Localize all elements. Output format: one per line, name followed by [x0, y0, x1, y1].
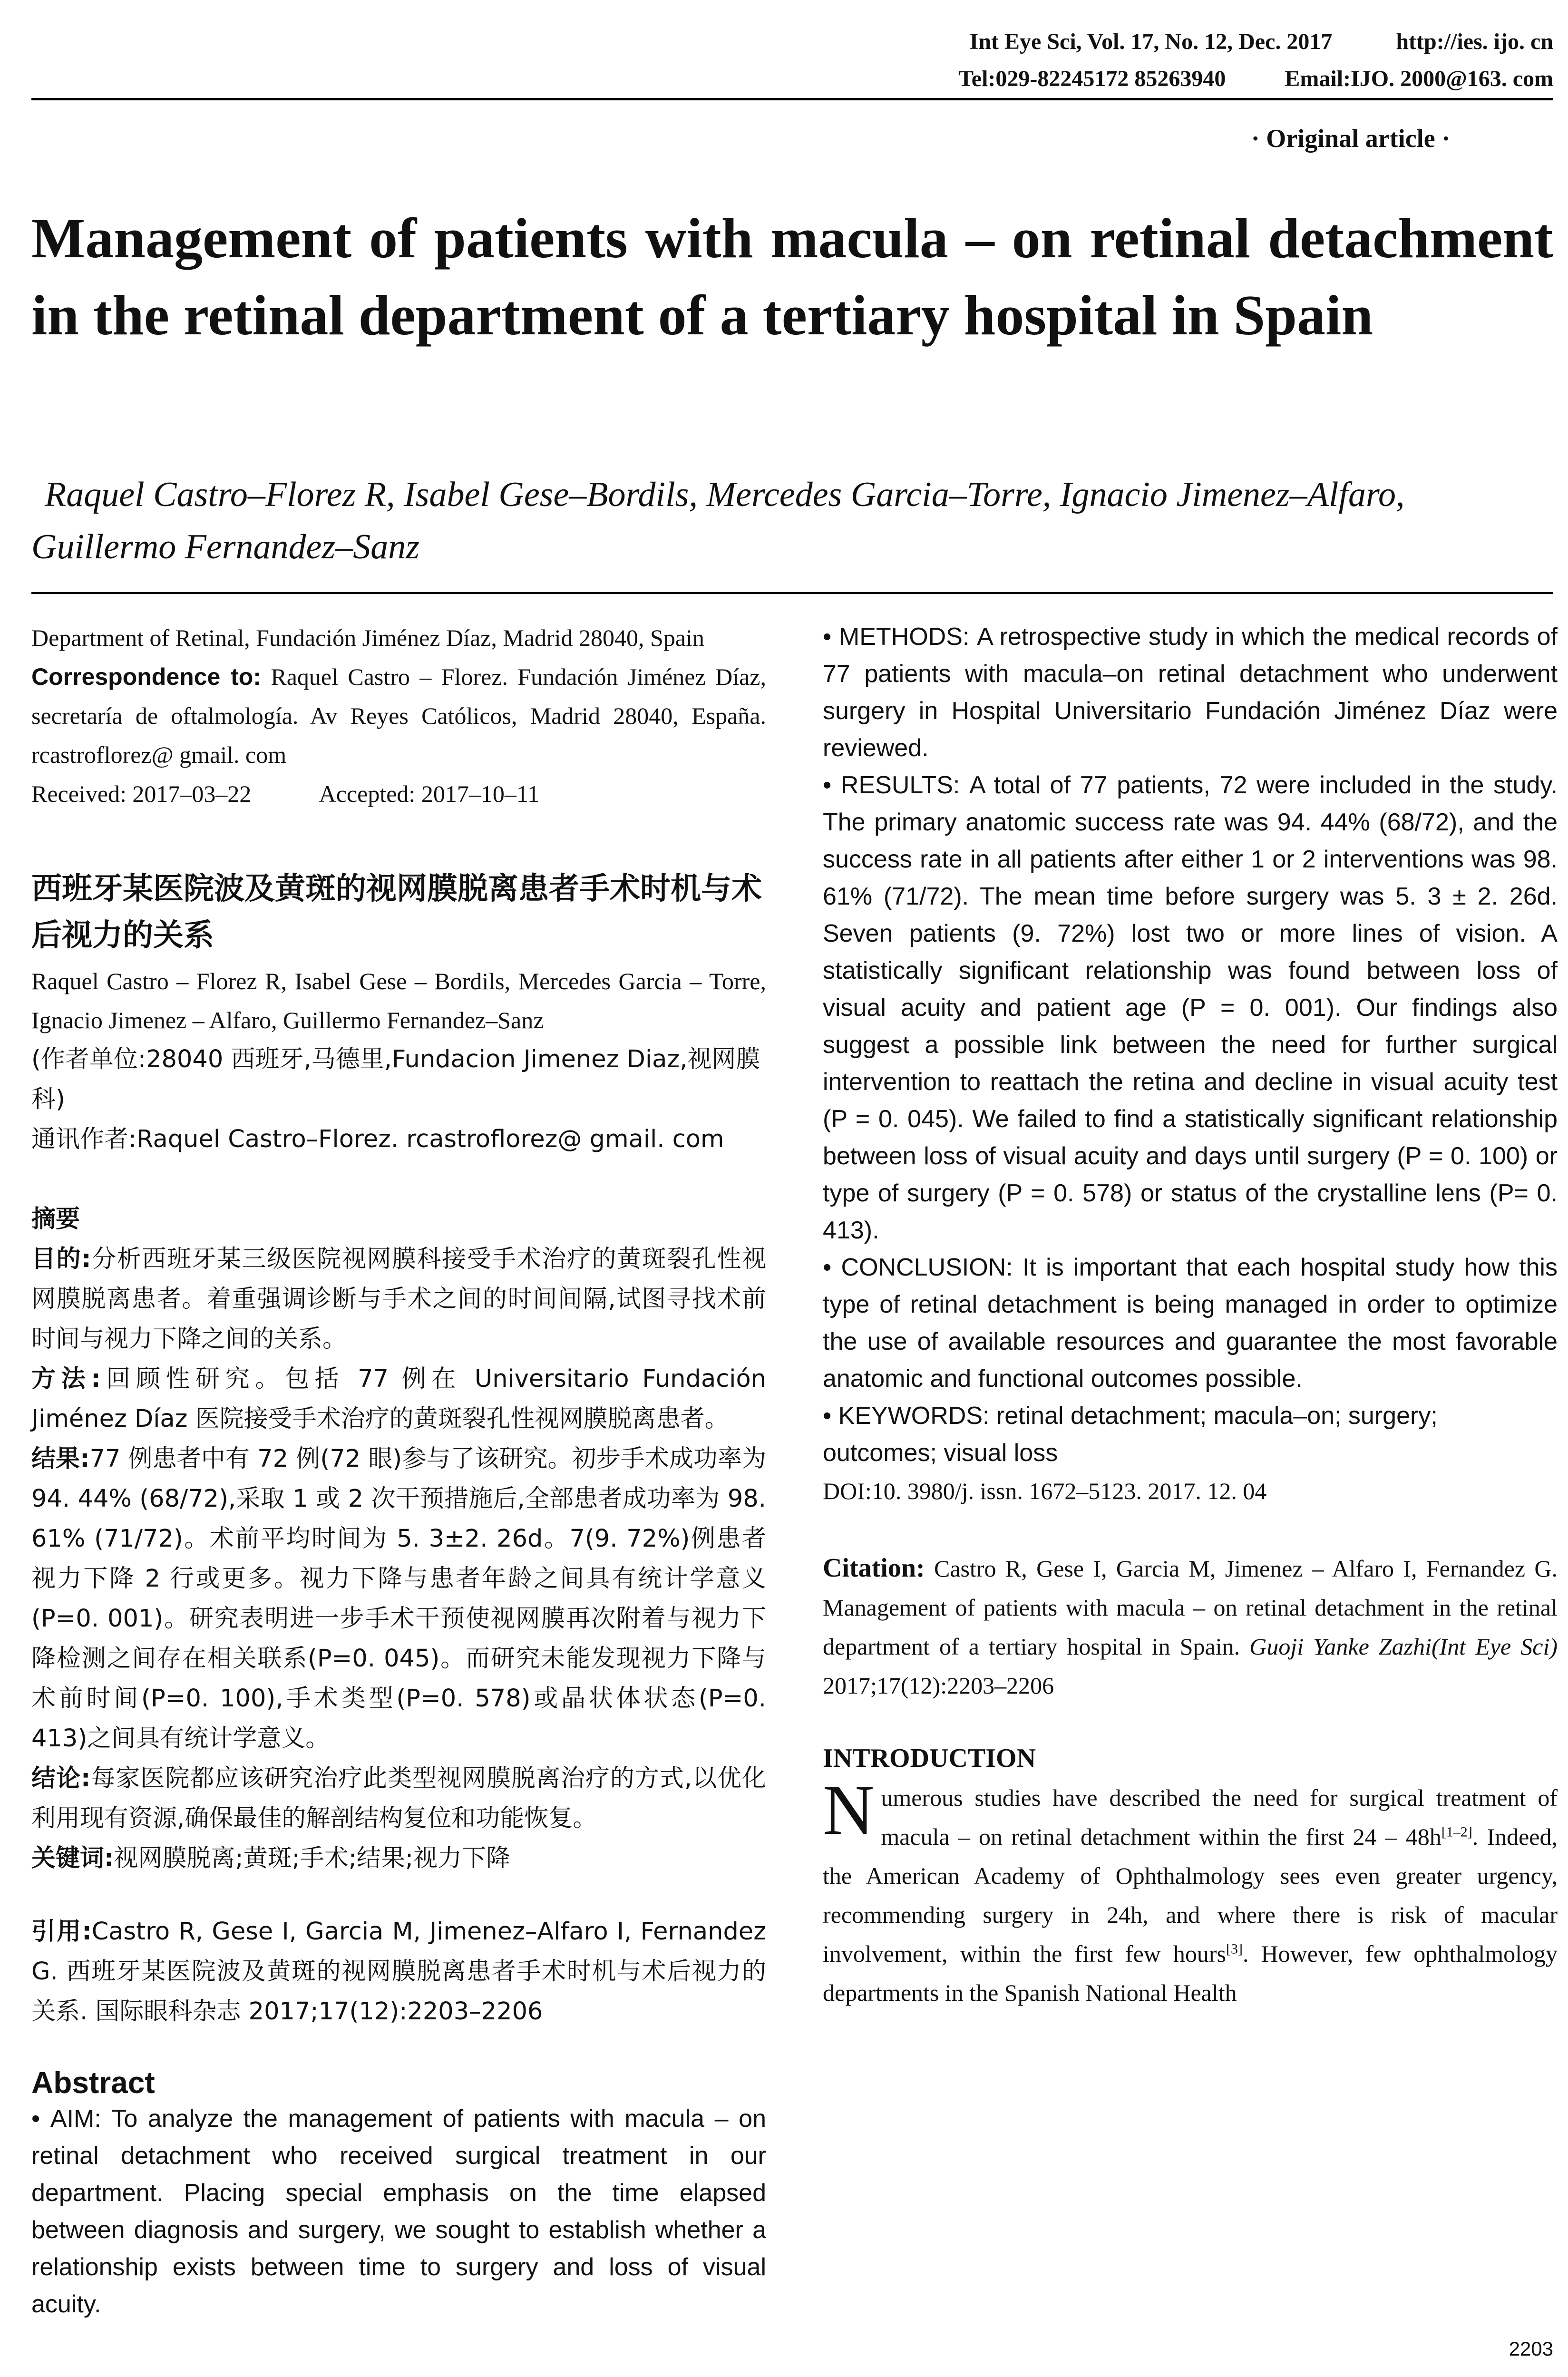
chinese-keywords	[31, 1839, 766, 1879]
journal-tel: Tel:029-82245172 85263940	[958, 66, 1226, 91]
bullet-icon: •	[823, 1254, 841, 1281]
chinese-results-label: 结果:	[31, 1445, 90, 1473]
journal-url: http://ies. ijo. cn	[1396, 29, 1553, 54]
doi: DOI:10. 3980/j. issn. 1672–5123. 2017. 12. 04	[823, 1478, 1267, 1504]
dates	[31, 774, 766, 813]
abstract-results	[823, 767, 1558, 1249]
chinese-keywords-label: 关键词:	[31, 1844, 114, 1872]
chinese-keywords-text: 视网膜脱离;黄斑;手术;结果;视力下降	[114, 1844, 511, 1872]
journal-citation: Int Eye Sci, Vol. 17, No. 12, Dec. 2017	[969, 29, 1333, 54]
intro-text-a: umerous studies have described the need for surgical treatment of macula – on retinal detachment within the first 24 – 48h	[881, 1784, 1558, 1850]
conclusion-label: CONCLUSION:	[841, 1254, 1013, 1281]
citation-label: Citation:	[823, 1553, 925, 1583]
chinese-conclusion-text: 每家医院都应该研究治疗此类型视网膜脱离治疗的方式,以优化利用现有资源,确保最佳的解剖结构复位和功能恢复。	[31, 1764, 766, 1832]
chinese-authors: Raquel Castro – Florez R, Isabel Gese – Bordils, Mercedes Garcia – Torre, Ignacio Jimenez – Alfaro, Guillermo Fernandez–Sanz	[31, 968, 766, 1033]
bullet-icon: •	[823, 1402, 838, 1430]
chinese-conclusion	[31, 1759, 766, 1839]
keywords-text: retinal detachment; macula–on; surgery; outcomes; visual loss	[823, 1402, 1438, 1467]
title-rule	[31, 592, 1553, 594]
journal-contact	[808, 66, 1553, 92]
chinese-unit: (作者单位:28040 西班牙,马德里,Fundacion Jimenez Diaz,视网膜科)	[31, 1045, 760, 1113]
aim-label: AIM:	[50, 2105, 101, 2133]
chinese-methods-label: 方法:	[31, 1365, 101, 1393]
chinese-citation-text: Castro R, Gese I, Garcia M, Jimenez–Alfaro I, Fernandez G. 西班牙某医院波及黄斑的视网膜脱离患者手术时机与术后视力的关系. 国际眼科杂志 2017;17(12):2203–2206	[31, 1918, 766, 2026]
methods-text: A retrospective study in which the medical records of 77 patients with macula–on retinal detachment who underwent surgery in Hospital Universitario Fundación Jiménez Díaz were reviewed.	[823, 623, 1558, 762]
chinese-abstract-heading: 摘要	[31, 1205, 80, 1233]
chinese-aim-label: 目的:	[31, 1245, 91, 1273]
received-date: Received: 2017–03–22	[31, 780, 252, 807]
results-label: RESULTS:	[840, 771, 960, 799]
correspondence	[31, 657, 766, 774]
aim-text: To analyze the management of patients with macula – on retinal detachment who received surgical treatment in our department. Placing special emphasis on the time elapsed between diagnosis and surgery, we sought to establish whether a relationship exists between time to surgery and loss of visual acuity.	[31, 2105, 767, 2318]
left-column	[31, 618, 766, 2323]
chinese-citation-label: 引用:	[31, 1918, 92, 1946]
chinese-contact: 通讯作者:Raquel Castro–Florez. rcastroflorez@ gmail. com	[31, 1125, 724, 1153]
correspondence-text: Raquel Castro – Florez. Fundación Jiménez Díaz, secretaría de oftalmología. Av Reyes Católicos, Madrid 28040, España. rcastroflorez@ gmail. com	[31, 663, 766, 768]
chinese-conclusion-label: 结论:	[31, 1764, 91, 1792]
abstract-heading: Abstract	[31, 2065, 155, 2100]
abstract-conclusion	[823, 1249, 1558, 1397]
article-type: · Original article ·	[1251, 124, 1451, 153]
citation-block	[823, 1549, 1558, 1705]
chinese-methods-text: 回顾性研究。包括 77 例在 Universitario Fundación Jiménez Díaz 医院接受手术治疗的黄斑裂孔性视网膜脱离患者。	[31, 1365, 766, 1433]
journal-email: Email:IJO. 2000@163. com	[1285, 66, 1553, 91]
reference-3[interactable]: [3]	[1226, 1941, 1243, 1957]
citation-journal: Guoji Yanke Zazhi(Int Eye Sci)	[1249, 1633, 1558, 1660]
citation-pages: 2017;17(12):2203–2206	[823, 1672, 1054, 1699]
right-column	[823, 618, 1558, 2012]
chinese-aim	[31, 1239, 766, 1359]
introduction-heading: INTRODUCTION	[823, 1744, 1036, 1773]
chinese-citation	[31, 1912, 766, 2032]
methods-label: METHODS:	[838, 623, 970, 651]
page-number: 2203	[1509, 2338, 1553, 2360]
chinese-title: 西班牙某医院波及黄斑的视网膜脱离患者手术时机与术后视力的关系	[31, 871, 762, 953]
chinese-aim-text: 分析西班牙某三级医院视网膜科接受手术治疗的黄斑裂孔性视网膜脱离患者。着重强调诊断与手术之间的时间间隔,试图寻找术前时间与视力下降之间的关系。	[31, 1245, 766, 1353]
conclusion-text: It is important that each hospital study how this type of retinal detachment is being managed in order to optimize the use of available resources and guarantee the most favorable anatomic and functional outcomes possible.	[823, 1254, 1558, 1393]
bullet-icon: •	[823, 771, 841, 799]
bullet-icon: •	[31, 2105, 50, 2133]
author-list: Raquel Castro–Florez R, Isabel Gese–Bordils, Mercedes Garcia–Torre, Ignacio Jimenez–Alfaro, Guillermo Fernandez–Sanz	[31, 475, 1405, 566]
introduction-text	[823, 1771, 1558, 2012]
intro-text-b: . Indeed, the American Academy of Ophthalmology sees even greater urgency, recommending surgery in 24h, and where there is risk of macular involvement, within the first few hours	[823, 1823, 1558, 1967]
chinese-methods	[31, 1359, 766, 1439]
accepted-date: Accepted: 2017–10–11	[319, 780, 539, 807]
header-rule	[31, 98, 1553, 100]
keywords-label: KEYWORDS:	[838, 1402, 990, 1430]
abstract-keywords	[823, 1397, 1558, 1471]
chinese-results	[31, 1439, 766, 1759]
abstract-aim	[31, 2100, 766, 2323]
citation-text: Castro R, Gese I, Garcia M, Jimenez – Alfaro I, Fernandez G. Management of patients with macula – on retinal detachment in the retinal department of a tertiary hospital in Spain.	[823, 1555, 1558, 1660]
correspondence-label: Correspondence to:	[31, 663, 261, 690]
affiliation: Department of Retinal, Fundación Jiménez Díaz, Madrid 28040, Spain	[31, 624, 704, 651]
article-title: Management of patients with macula – on retinal detachment in the retinal department of a tertiary hospital in Spain	[31, 206, 1553, 347]
chinese-results-text: 77 例患者中有 72 例(72 眼)参与了该研究。初步手术成功率为 94. 44% (68/72),采取 1 或 2 次干预措施后,全部患者成功率为 98. 61% (71/72)。术前平均时间为 5. 3±2. 26d。7(9. 72%)例患者视力下降 2 行或更多。视力下降与患者年龄之间具有统计学意义(P=0. 001)。研究表明进一步手术干预使视网膜再次附着与视力下降检测之间存在相关联系(P=0. 045)。而研究未能发现视力下降与术前时间(P=0. 100),手术类型(P=0. 578)或晶状体状态(P=0. 413)之间具有统计学意义。	[31, 1445, 766, 1753]
bullet-icon: •	[823, 623, 839, 651]
reference-1-2[interactable]: [1–2]	[1441, 1824, 1472, 1840]
drop-cap: N	[823, 1771, 875, 1850]
results-text: A total of 77 patients, 72 were included in the study. The primary anatomic success rate was 94. 44% (68/72), and the success rate in all patients after either 1 or 2 interventions was 98. 61% (71/72). The mean time before surgery was 5. 3 ± 2. 26d. Seven patients (9. 72%) lost two or more lines of vision. A statistically significant relationship was found between loss of visual acuity and patient age (P = 0. 001). Our findings also suggest a possible link between the need for further surgical intervention to reattach the retina and decline in visual acuity test (P = 0. 045). We failed to find a statistically significant relationship between loss of visual acuity and days until surgery (P = 0. 100) or type of surgery (P = 0. 578) or status of the crystalline lens (P= 0. 413).	[823, 771, 1558, 1244]
abstract-methods	[823, 618, 1558, 767]
intro-text-c: . However, few ophthalmology departments in the Spanish National Health	[823, 1940, 1558, 2006]
journal-header	[808, 29, 1553, 55]
